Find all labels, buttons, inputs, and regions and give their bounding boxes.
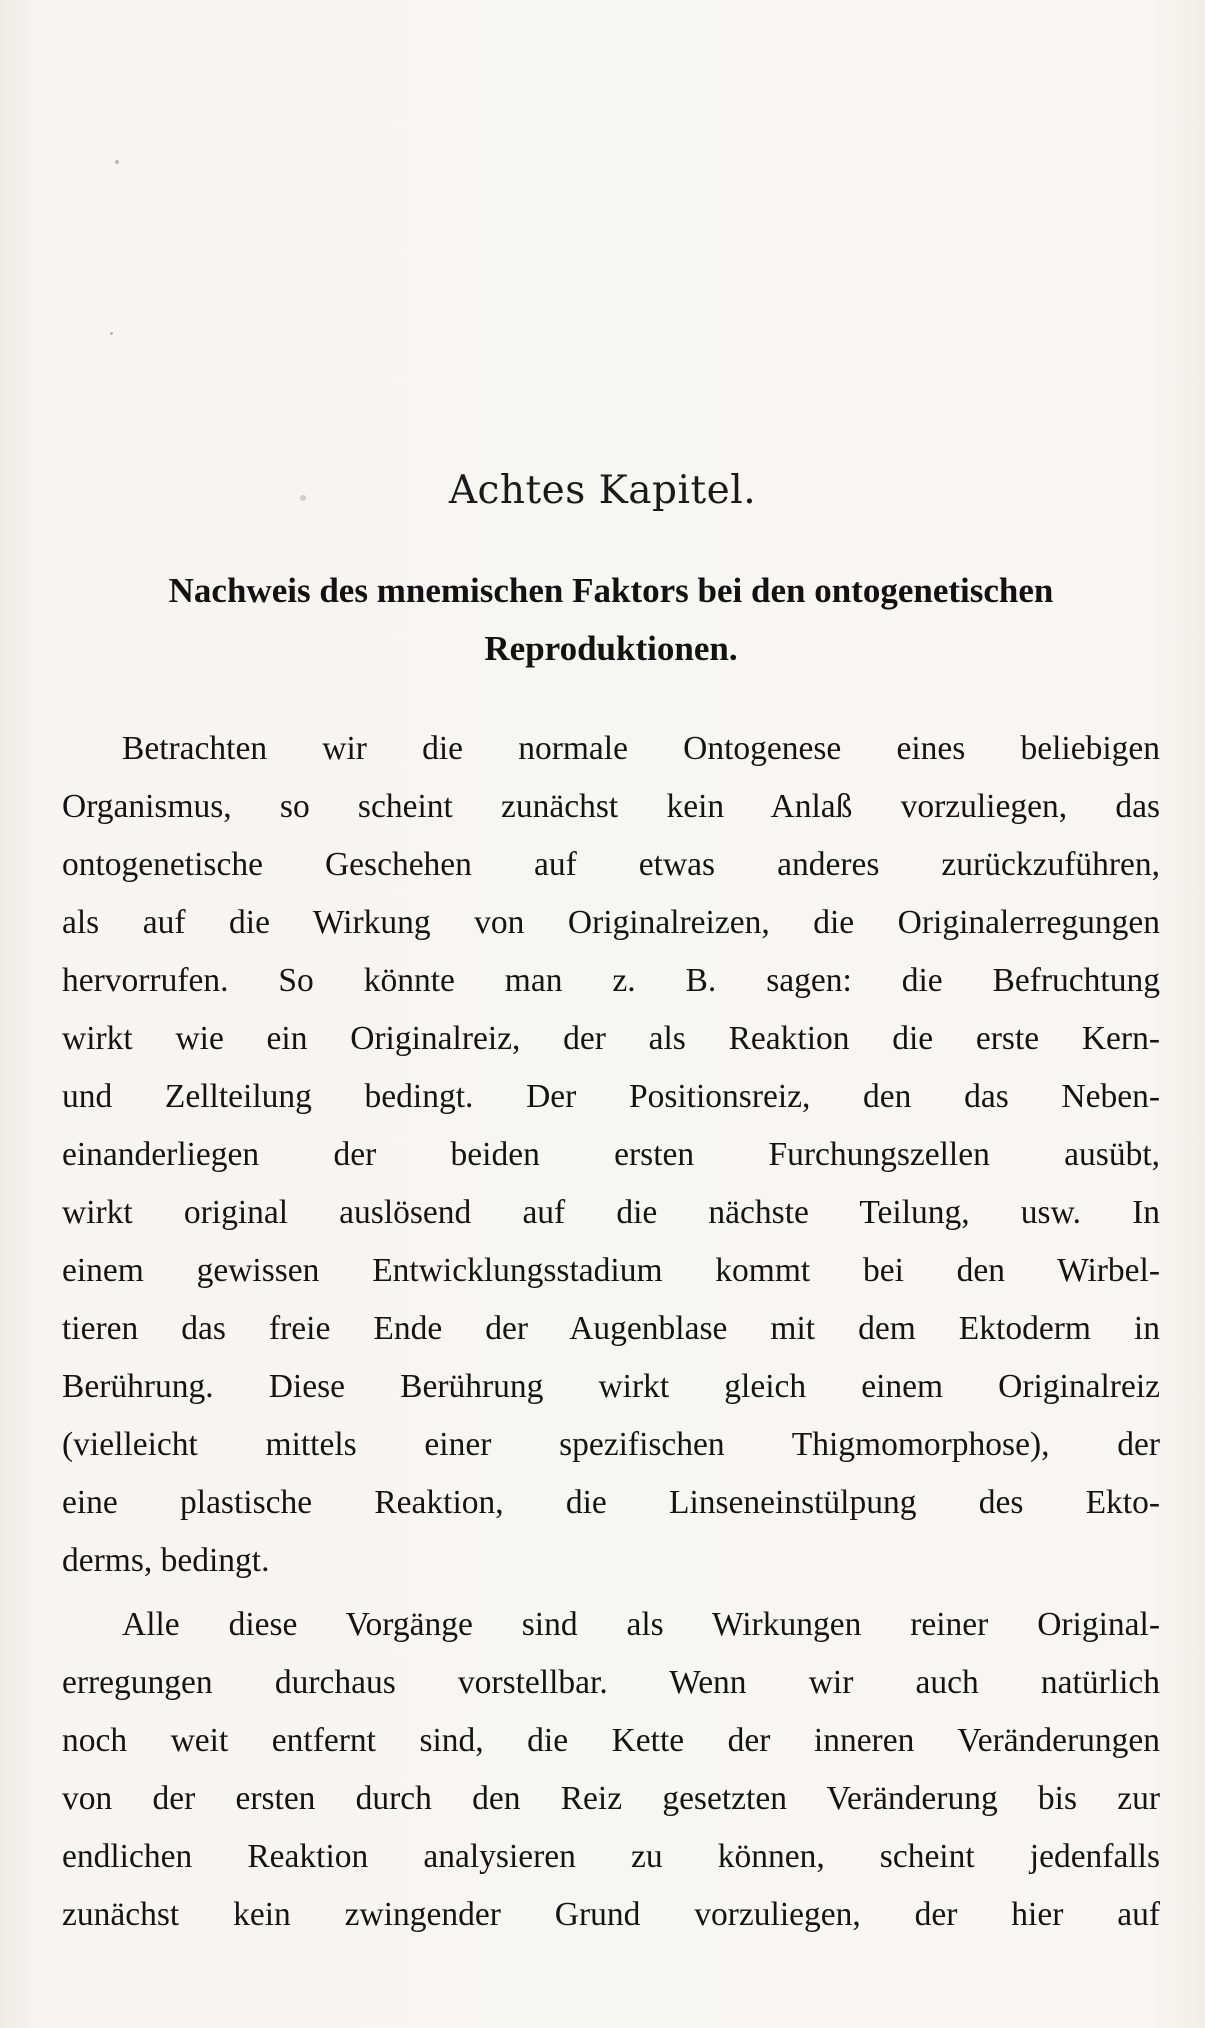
- text-line: zunächst kein zwingender Grund vorzuliegen, der hier auf: [62, 1896, 1160, 1933]
- text-line: Alle diese Vorgänge sind als Wirkungen reiner Original-: [122, 1606, 1160, 1643]
- chapter-heading: Achtes Kapitel.: [448, 468, 757, 513]
- text-line: Betrachten wir die normale Ontogenese eines beliebigen: [122, 730, 1160, 767]
- chapter-title-line: Reproduktionen.: [484, 629, 738, 668]
- text-line: wirkt wie ein Originalreiz, der als Reaktion die erste Kern-: [62, 1020, 1160, 1057]
- text-line: als auf die Wirkung von Originalreizen, die Originalerregungen: [62, 904, 1160, 941]
- text-line: einem gewissen Entwicklungsstadium kommt bei den Wirbel-: [62, 1252, 1160, 1289]
- text-line: wirkt original auslösend auf die nächste Teilung, usw. In: [62, 1194, 1160, 1231]
- paragraph-2: [62, 1596, 1160, 1944]
- text-line: tieren das freie Ende der Augenblase mit dem Ektoderm in: [62, 1310, 1160, 1347]
- paper-speck: [115, 160, 119, 164]
- text-line: ontogenetische Geschehen auf etwas anderes zurückzuführen,: [62, 846, 1160, 883]
- chapter-title: [62, 562, 1160, 678]
- text-line: einanderliegen der beiden ersten Furchungszellen ausübt,: [62, 1136, 1160, 1173]
- text-line: derms, bedingt.: [62, 1542, 270, 1579]
- paper-speck: [110, 332, 113, 335]
- text-line: eine plastische Reaktion, die Linseneinstülpung des Ekto-: [62, 1484, 1160, 1521]
- text-line: noch weit entfernt sind, die Kette der inneren Veränderungen: [62, 1722, 1160, 1759]
- paragraph-1: [62, 720, 1160, 1590]
- text-line: Organismus, so scheint zunächst kein Anlaß vorzuliegen, das: [62, 788, 1160, 825]
- text-line: (vielleicht mittels einer spezifischen Thigmomorphose), der: [62, 1426, 1160, 1463]
- chapter-title-line: Nachweis des mnemischen Faktors bei den ontogenetischen: [168, 571, 1054, 610]
- body-text: [62, 720, 1160, 1944]
- text-line: endlichen Reaktion analysieren zu können, scheint jedenfalls: [62, 1838, 1160, 1875]
- text-line: und Zellteilung bedingt. Der Positionsreiz, den das Neben-: [62, 1078, 1160, 1115]
- text-line: hervorrufen. So könnte man z. B. sagen: die Befruchtung: [62, 962, 1160, 999]
- text-line: Berührung. Diese Berührung wirkt gleich einem Originalreiz: [62, 1368, 1160, 1405]
- text-line: erregungen durchaus vorstellbar. Wenn wir auch natürlich: [62, 1664, 1160, 1701]
- text-line: von der ersten durch den Reiz gesetzten Veränderung bis zur: [62, 1780, 1160, 1817]
